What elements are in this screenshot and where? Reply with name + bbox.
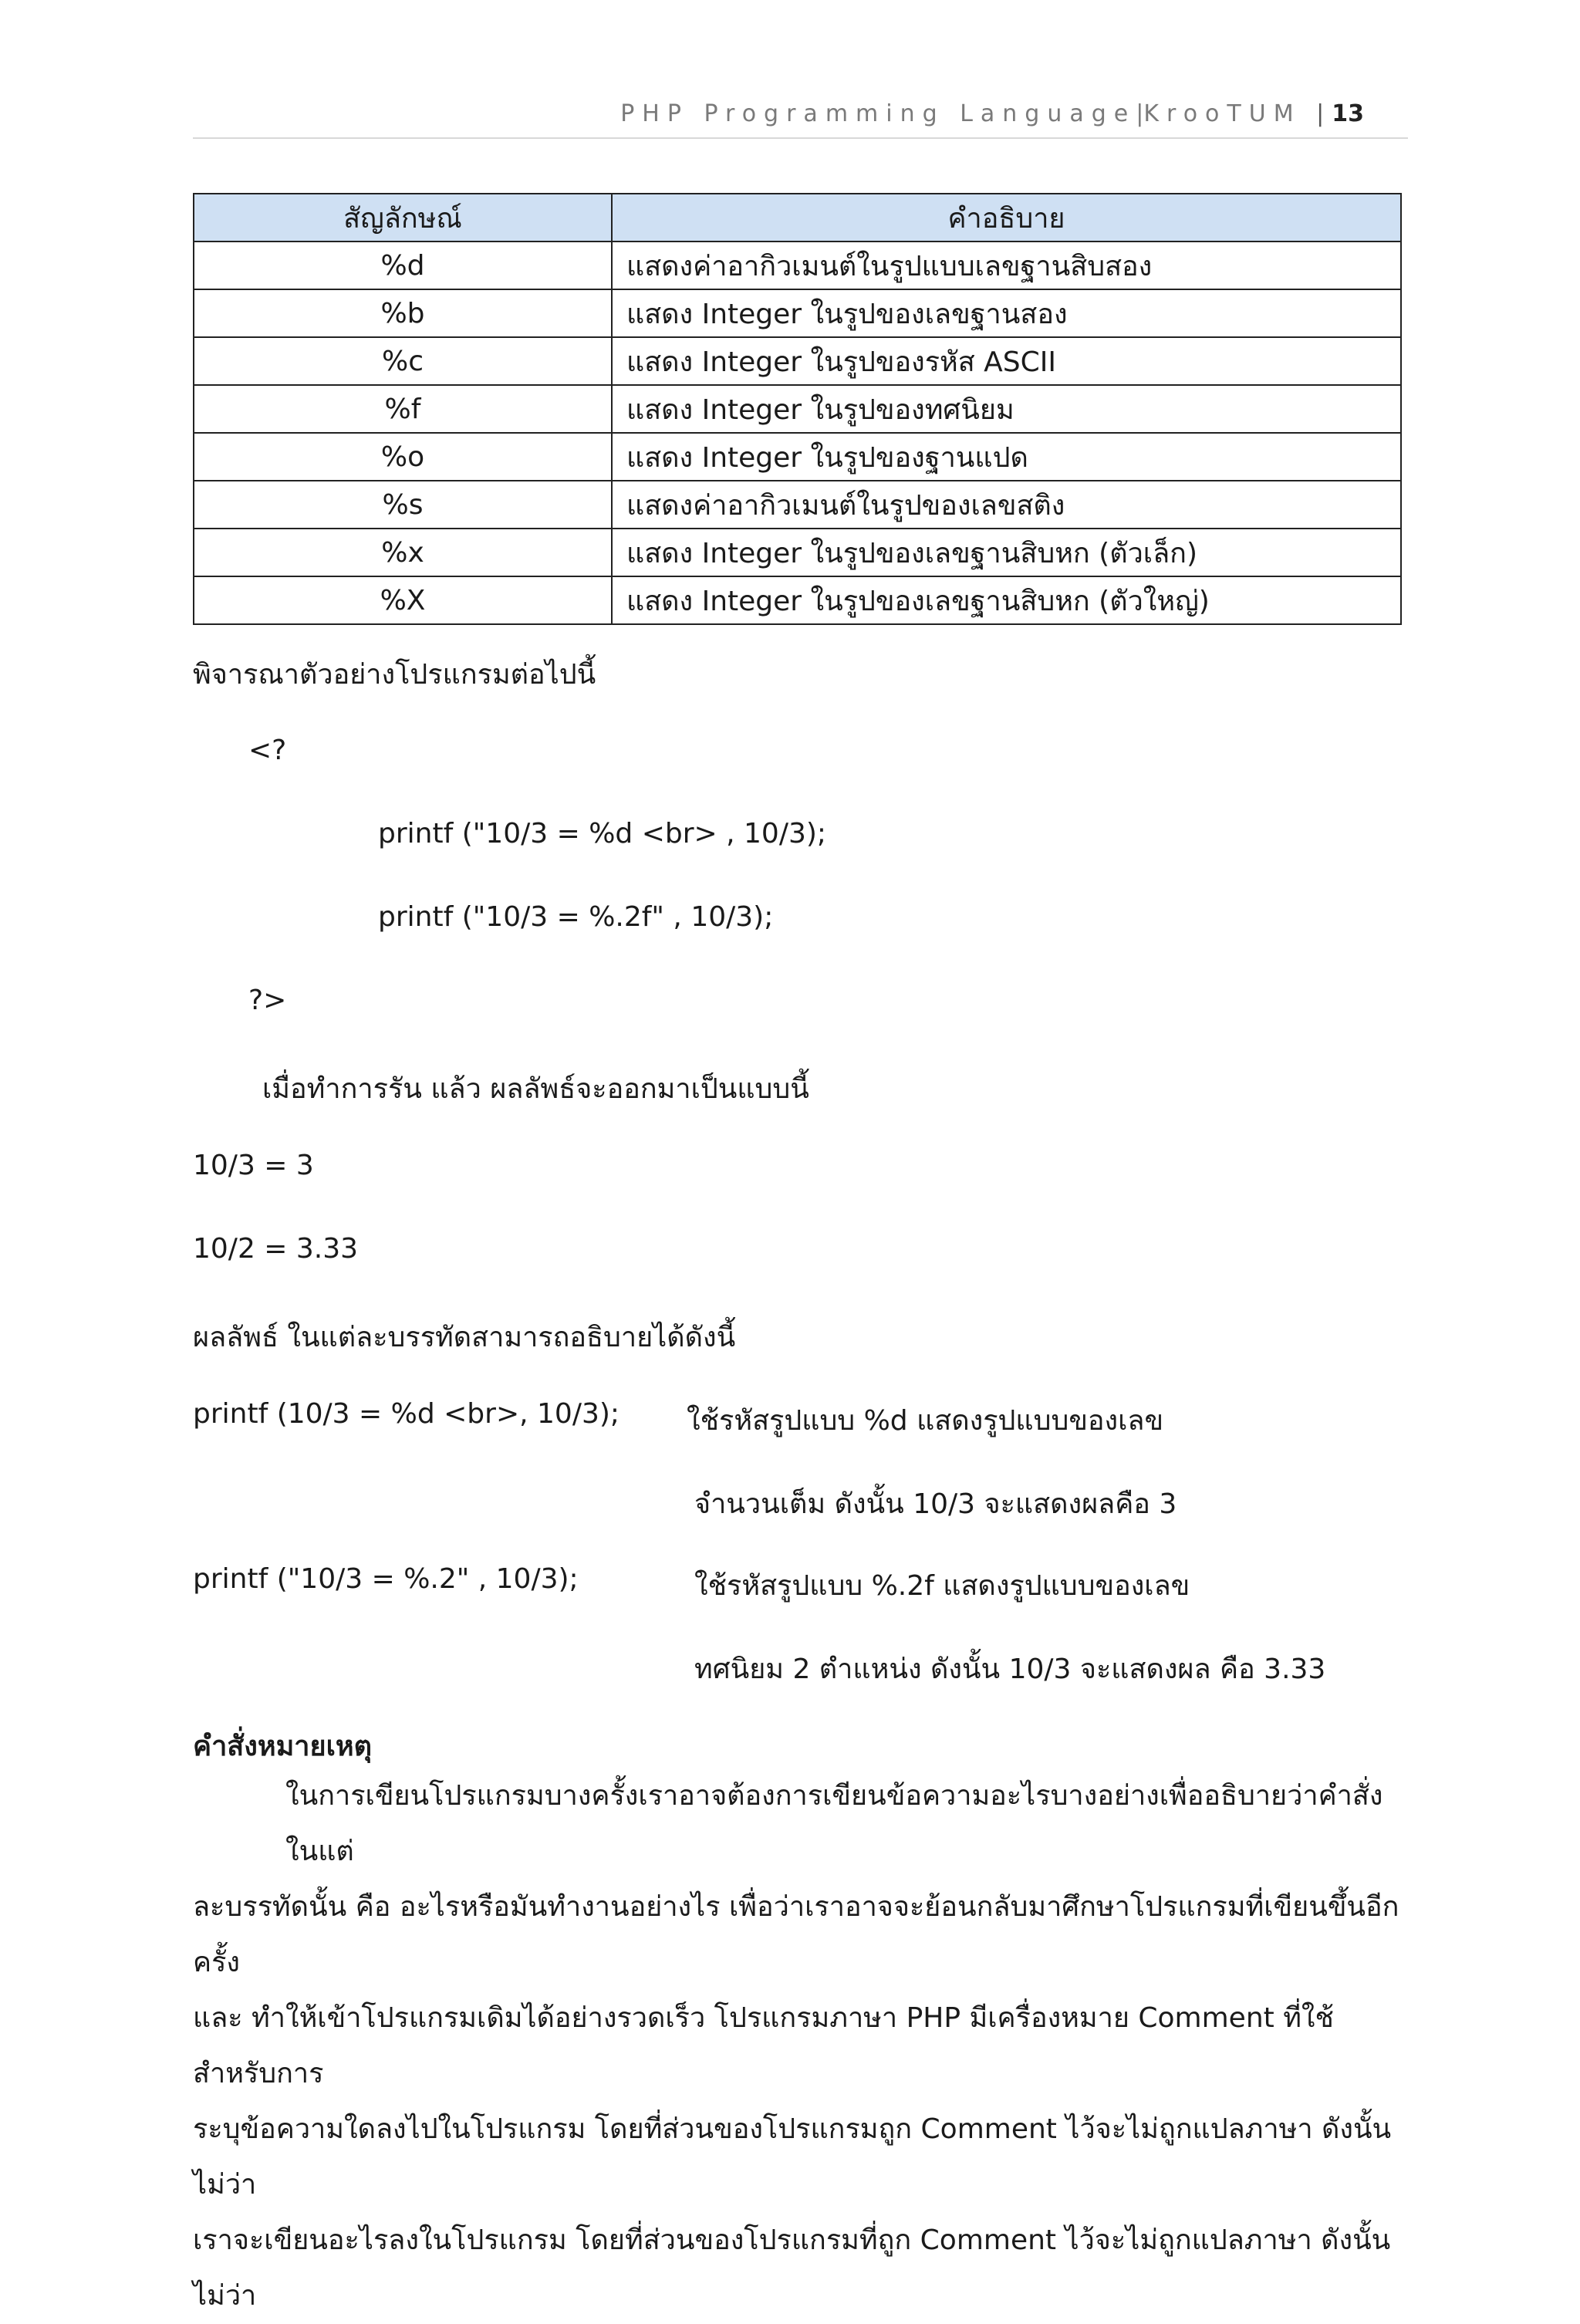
comment-paragraph — [193, 1768, 1404, 2324]
table-cell-description: แสดง Integer ในรูปของทศนิยม — [612, 385, 1401, 433]
explain-intro: ผลลัพธ์ ในแต่ละบรรทัดสามารถอธิบายได้ดังนี้ — [193, 1322, 736, 1353]
paragraph-line: ระบุข้อความใดลงไปในโปรแกรม โดยที่ส่วนของโปรแกรมถูก Comment ไว้จะไม่ถูกแปลภาษา ดังนั้นไม่ว่า — [193, 2113, 1392, 2201]
table-row — [194, 242, 1401, 289]
page-number: 13 — [1332, 100, 1364, 127]
explain-1-text-a: ใช้รหัสรูปแบบ %d แสดงรูปแบบของเลข — [687, 1405, 1164, 1437]
table-row — [194, 481, 1401, 529]
code-line-2: printf ("10/3 = %.2f" , 10/3); — [378, 901, 774, 933]
table-cell-description: แสดง Integer ในรูปของฐานแปด — [612, 433, 1401, 481]
code-open-tag: <? — [248, 735, 287, 766]
table-cell-description: แสดง Integer ในรูปของรหัส ASCII — [612, 337, 1401, 385]
paragraph-line: ในการเขียนโปรแกรมบางครั้งเราอาจต้องการเขียนข้อความอะไรบางอย่างเพื่ออธิบายว่าคำสั่งในแต่ — [285, 1780, 1383, 1867]
explain-2-text-b: ทศนิยม 2 ตำแหน่ง ดังนั้น 10/3 จะแสดงผล คือ 3.33 — [694, 1653, 1326, 1685]
table-cell-description: แสดงค่าอากิวเมนต์ในรูปของเลขสติง — [612, 481, 1401, 529]
table-row — [194, 433, 1401, 481]
code-close-tag: ?> — [248, 985, 287, 1016]
explain-1-text-b: จำนวนเต็ม ดังนั้น 10/3 จะแสดงผลคือ 3 — [694, 1488, 1177, 1520]
table-row — [194, 289, 1401, 337]
explain-2-code: printf ("10/3 = %.2" , 10/3); — [193, 1563, 579, 1595]
table-cell-description: แสดงค่าอากิวเมนต์ในรูปแบบเลขฐานสิบสอง — [612, 242, 1401, 289]
explain-1-code: printf (10/3 = %d <br>, 10/3); — [193, 1398, 620, 1430]
header-separator: | — [1136, 100, 1144, 127]
page-separator: | — [1316, 100, 1325, 127]
table-row — [194, 385, 1401, 433]
table-cell-symbol: %c — [194, 337, 612, 385]
paragraph-line: ละบรรทัดนั้น คือ อะไรหรือมันทำงานอย่างไร เพื่อว่าเราอาจจะย้อนกลับมาศึกษาโปรแกรมที่เขียนขึ้นอีกครั้ง — [193, 1891, 1399, 1978]
table-cell-symbol: %o — [194, 433, 612, 481]
header-author: KrooTUM — [1143, 100, 1301, 127]
table-header-symbol: สัญลักษณ์ — [194, 194, 612, 242]
intro-text: พิจารณาตัวอย่างโปรแกรมต่อไปนี้ — [193, 659, 596, 691]
paragraph-line: และ ทำให้เข้าโปรแกรมเดิมได้อย่างรวดเร็ว โปรแกรมภาษา PHP มีเครื่องหมาย Comment ที่ใช้สำหรับการ — [193, 2002, 1334, 2089]
section-title: คำสั่งหมายเหตุ — [193, 1731, 373, 1762]
output-line-2: 10/2 = 3.33 — [193, 1233, 359, 1265]
table-row — [194, 576, 1401, 624]
page-header — [620, 100, 1364, 127]
header-title: PHP Programming Language — [620, 100, 1136, 127]
table-cell-symbol: %s — [194, 481, 612, 529]
header-divider — [193, 137, 1408, 139]
format-specifier-table — [193, 193, 1402, 625]
table-cell-description: แสดง Integer ในรูปของเลขฐานสิบหก (ตัวเล็ก) — [612, 529, 1401, 576]
table-cell-symbol: %f — [194, 385, 612, 433]
table-cell-symbol: %b — [194, 289, 612, 337]
explain-2-text-a: ใช้รหัสรูปแบบ %.2f แสดงรูปแบบของเลข — [694, 1570, 1190, 1602]
paragraph-line: เราจะเขียนอะไรลงในโปรแกรม โดยที่ส่วนของโปรแกรมที่ถูก Comment ไว้จะไม่ถูกแปลภาษา ดังนั้นไม่ว่า — [193, 2224, 1391, 2312]
table-header-row — [194, 194, 1401, 242]
output-line-1: 10/3 = 3 — [193, 1150, 314, 1181]
table-row — [194, 529, 1401, 576]
table-row — [194, 337, 1401, 385]
table-cell-description: แสดง Integer ในรูปของเลขฐานสิบหก (ตัวใหญ่) — [612, 576, 1401, 624]
table-cell-symbol: %d — [194, 242, 612, 289]
table-cell-symbol: %X — [194, 576, 612, 624]
code-line-1: printf ("10/3 = %d <br> , 10/3); — [378, 818, 827, 850]
table-cell-symbol: %x — [194, 529, 612, 576]
run-result-text: เมื่อทำการรัน แล้ว ผลลัพธ์จะออกมาเป็นแบบนี้ — [262, 1073, 809, 1105]
table-header-description: คำอธิบาย — [612, 194, 1401, 242]
table-cell-description: แสดง Integer ในรูปของเลขฐานสอง — [612, 289, 1401, 337]
